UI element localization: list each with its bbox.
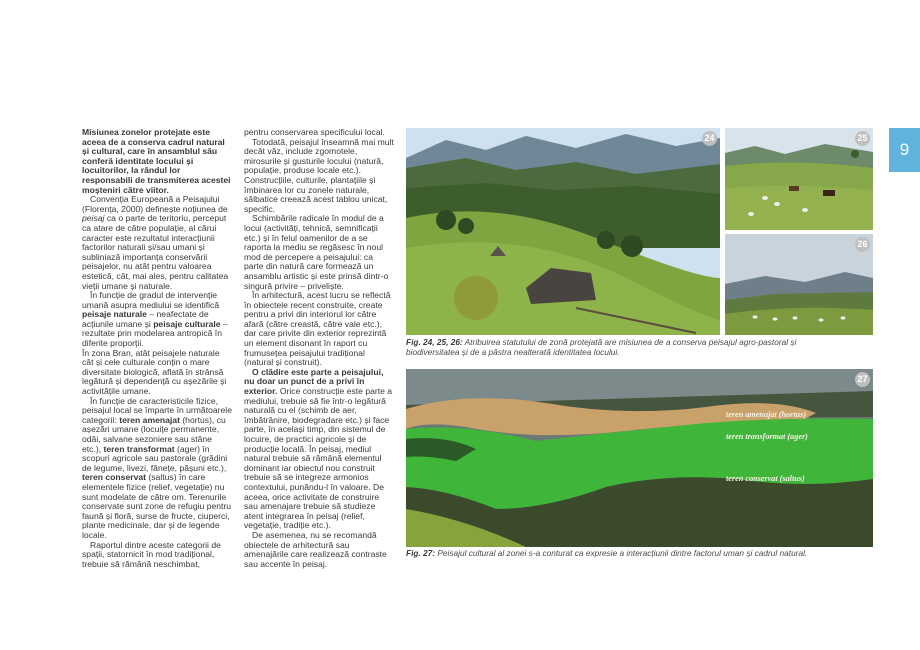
- photo-number-badge: 25: [855, 131, 870, 146]
- photo-number-badge: 26: [855, 237, 870, 252]
- text-span: – rezultate prin modelarea antropică în diferite proporții.: [82, 318, 228, 349]
- paragraph: Raportul dintre aceste categorii de spații, statornicit în mod tradițional, trebuie să rămână neschimbat,: [82, 539, 221, 569]
- caption-text: Atribuirea statutului de zonă protejată are misiunea de a conserva peisajul agro-pastoral și biodiversitatea și de a păstra nealterată identitatea locului.: [406, 337, 797, 357]
- zone-label-transformat: teren transformat (ager): [726, 432, 808, 441]
- text-span: (saltus) în care elementele fizice (relief, vegetație) nu sunt modelate de către om. Terenurile conservate sunt zone de refugiu pentru faună și floră, surse de fructe, ciuperci, plante medicinale, dar și de legende locale.: [82, 472, 232, 540]
- bold-statement: O clădire este parte a peisajului, nu doar un punct de a privi în exterior.: [244, 366, 384, 397]
- caption-text: Peisajul cultural al zonei s-a conturat ca expresie a interacțiunii dintre factorul uman și cadrul natural.: [435, 548, 808, 558]
- bold-term: peisaje naturale: [82, 309, 147, 320]
- bold-term: peisaje culturale: [153, 318, 221, 329]
- paragraph: [244, 368, 394, 531]
- paragraph: În arhitectură, acest lucru se reflectă în obiectele recent construite, create pentru a privi din interiorul lor către afară (către creastă, către vale etc.), dar care privite din exterior reprezintă un element disonant în raport cu frumusețea peisajului tradițional (natural și construit).: [244, 290, 391, 368]
- text-span: (hortus), cu așezări umane (locuițe permanente, odăi, salvane sezoniere sau stâne etc.),: [82, 414, 226, 454]
- photo-sheep-ridge: [725, 234, 873, 335]
- bold-term: teren transformat: [103, 443, 175, 454]
- intro-bold-text: Misiunea zonelor protejate este aceea de a conserva cadrul natural și cultural, care în ansamblul său conferă identitate locului și locuitorilor, la rândul lor responsabili de transmiterea acestei moșteniri către viitor.: [82, 127, 231, 195]
- figure-caption-27: [406, 549, 873, 559]
- text-span: Convenția Europeană a Peisajului (Florența, 2000) definește noțiunea de: [82, 194, 228, 214]
- text-span: În funcție de gradul de intervenție umană asupra mediului se identifică: [82, 290, 220, 310]
- bold-term: teren conservat: [82, 472, 147, 483]
- photo-landscape-zones: [406, 369, 873, 547]
- text-span: În funcție de caracteristicile fizice, peisajul local se împarte în următoarele categorii:: [82, 395, 232, 425]
- text-column-left: [82, 128, 232, 569]
- paragraph: De asemenea, nu se recomandă obiectele de arhitectură sau amenajările care realizează contraste sau accente în peisaj.: [244, 529, 387, 569]
- paragraph: [82, 195, 232, 291]
- photo-pasture-cattle: [725, 128, 873, 230]
- text-span: – neafectate de acțiunile umane și: [82, 309, 209, 329]
- zone-label-conservat: teren conservat (saltus): [726, 474, 805, 483]
- caption-label: Fig. 27:: [406, 548, 436, 558]
- paragraph: [82, 291, 232, 349]
- paragraph: Totodată, peisajul înseamnă mai mult decât văz, include zgomotele, mirosurile și gusturile locului (natură, populație, produse locale etc.). Construcțiile, culturile, plantațiile și îmbinarea lor cu zonele naturale, sălbatice creează acest tablou unicat, specific.: [244, 136, 394, 214]
- italic-term: peisaj: [82, 213, 105, 224]
- photo-number-badge: 24: [702, 131, 717, 146]
- page-number-tab: 9: [889, 128, 920, 172]
- text-span: (ager) în scopuri agricole sau pastorale (grădini de legume, livezi, fânețe, pășuni etc.),: [82, 443, 228, 473]
- text-span: ca o parte de teritoriu, perceput ca atare de către populație, al cărui caracter este rezultatul interacțiunii factorilor naturali și/sau umani și subliniază importanța conservării peisajelor, nu atât pentru valoarea estetică, cât, mai ales, pentru calitatea vieții umane și naturale.: [82, 213, 229, 291]
- zone-label-amenajat: teren amenajat (hortus): [726, 410, 807, 419]
- photo-number-badge: 27: [855, 372, 870, 387]
- caption-label: Fig. 24, 25, 26:: [406, 337, 463, 347]
- text-span: Orice construcție este parte a mediului, trebuie să fie într-o legătură naturală cu el (schimb de aer, îmbătrânire, biodegradare etc.) și face parte, în același timp, din sistemul de locuire, de practici agricole și de producție locală. În peisaj, mediul natural trebuie să rămână elementul dominant iar obiectul nou construit trebuie să se integreze armonios contextului, punându-l în valoare. De aceea, orice activitate de construire sau amenajare trebuie să studieze atent integrarea în peisaj (relief, vegetație, tradiție etc.).: [244, 386, 393, 531]
- paragraph: În zona Bran, atât peisajele naturale cât și cele culturale conțin o mare diversitate biologică, aflată în strânsă legătură și dependență cu așezările și activitățile umane.: [82, 347, 227, 397]
- text-column-middle: [244, 128, 394, 569]
- paragraph: Schimbările radicale în modul de a locui (activități, tehnică, semnificații etc.) și în felul oamenilor de a se raporta la mediu se regăsesc în noul mod de percepere a peisajului: ca parte din natură care formează un ansamblu artistic și este prinsă dintr-o singură privire – priveliște.: [244, 213, 389, 291]
- bold-term: teren amenajat: [119, 414, 180, 425]
- paragraph: [82, 397, 232, 541]
- intro-paragraph: [82, 128, 232, 195]
- figure-caption-24-26: [406, 338, 846, 357]
- paragraph: pentru conservarea specificului local.: [244, 127, 385, 137]
- photo-mountain-meadow: [406, 128, 720, 335]
